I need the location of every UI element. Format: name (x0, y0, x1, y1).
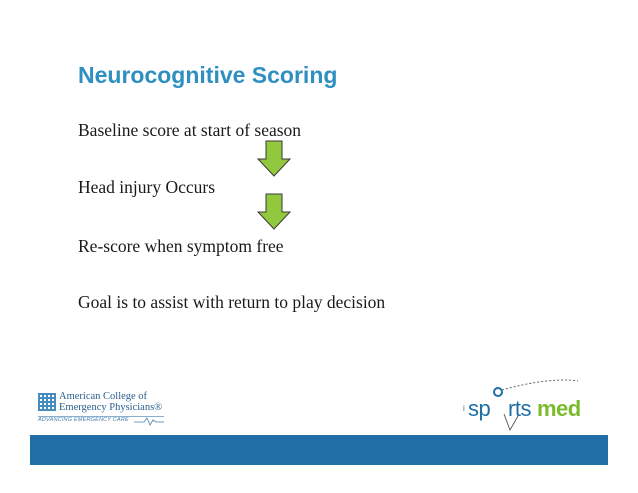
bullet-rescore: Re-score when symptom free (78, 236, 284, 256)
footer-bar (30, 435, 608, 465)
acep-logo (38, 390, 168, 430)
acep-grid-icon (38, 393, 56, 411)
bullet-baseline: Baseline score at start of season (78, 120, 302, 140)
sportsmed-part3: med (537, 396, 581, 421)
sportsmed-prefix: i (463, 404, 465, 413)
bullet-goal: Goal is to assist with return to play decision (78, 292, 386, 312)
acep-logo-line2: Emergency Physicians® (59, 402, 163, 413)
sportsmed-part2: rts (508, 396, 531, 421)
slide-title: Neurocognitive Scoring (78, 62, 338, 88)
acep-logo-line1: American College of (59, 391, 148, 402)
down-arrow-icon (256, 140, 292, 178)
bullet-head-injury: Head injury Occurs (78, 177, 216, 197)
sportsmed-logo (460, 376, 610, 436)
heartbeat-icon (134, 416, 164, 426)
acep-tagline: ADVANCING EMERGENCY CARE (38, 417, 129, 423)
sportsmed-part1: sp (468, 396, 491, 421)
down-arrow-icon (256, 193, 292, 231)
